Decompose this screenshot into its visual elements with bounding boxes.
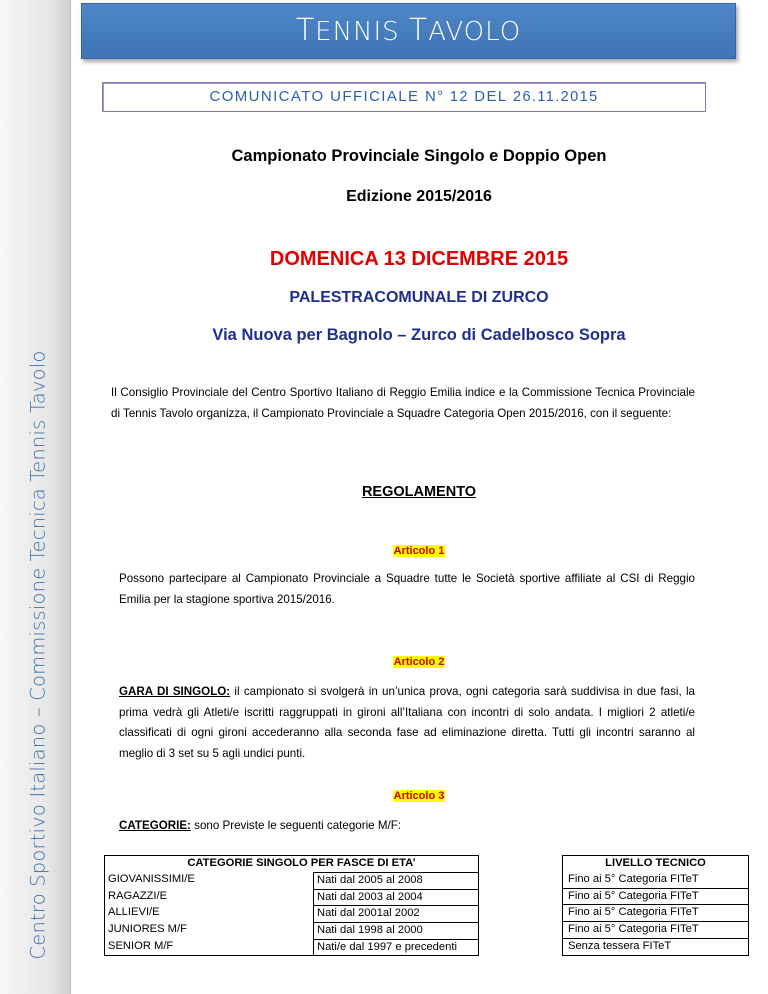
category-cell: ALLIEVI/E (108, 906, 160, 919)
birth-cell: Nati dal 2005 al 2008 (313, 872, 478, 889)
article-1-text: Possono partecipare al Campionato Provinciale a Squadre tutte le Società sportive affiliate al CSI di Reggio Emilia per la stagione sportiva 2015/2016. (119, 572, 695, 606)
categories-table (104, 855, 479, 956)
article-2-label-text: Articolo 2 (393, 656, 445, 668)
table-row (105, 889, 478, 906)
categories-table-header: CATEGORIE SINGOLO PER FASCE DI ETA’ (187, 857, 416, 869)
article-2-lead: GARA DI SINGOLO: (119, 685, 231, 698)
sidebar-text: Centro Sportivo Italiano – Commissione Tecnica Tennis Tavolo (26, 350, 50, 960)
article-2-text (119, 682, 695, 764)
address: Via Nuova per Bagnolo – Zurco di Cadelbosco Sopra (212, 326, 626, 344)
comunicato-c2: U (330, 88, 343, 105)
banner-cap-2: T (408, 13, 429, 48)
edition: Edizione 2015/2016 (346, 188, 492, 205)
category-cell: SENIOR M/F (108, 939, 174, 952)
birth-cell: Nati dal 2003 al 2004 (313, 889, 478, 906)
table-row (105, 905, 478, 922)
article-2-label (70, 656, 768, 668)
article-3-text (119, 816, 695, 837)
level-cell: Fino ai 5° Categoria FITeT (563, 888, 748, 905)
comunicato-box (102, 82, 706, 112)
banner-rest-2: AVOLO (428, 17, 522, 47)
level-cell: Fino ai 5° Categoria FITeT (568, 872, 699, 885)
comunicato-number: ° 12 (437, 89, 475, 105)
birth-cell: Nati dal 1998 al 2000 (313, 922, 478, 939)
comunicato-c1: C (209, 88, 222, 105)
sidebar (0, 0, 71, 994)
championship-title: Campionato Provinciale Singolo e Doppio Open (231, 147, 607, 165)
banner-cap-1: T (295, 13, 316, 48)
table-row (105, 922, 478, 939)
category-cell: JUNIORES M/F (108, 923, 187, 936)
venue: PALESTRACOMUNALE DI ZURCO (289, 289, 549, 306)
level-cell: Senza tessera FITeT (563, 938, 748, 955)
article-1-label-text: Articolo 1 (393, 545, 445, 557)
level-table-header: LIVELLO TECNICO (605, 857, 706, 869)
birth-cell: Nati dal 2001al 2002 (313, 905, 478, 922)
comunicato-del: DEL (474, 88, 508, 105)
category-cell: GIOVANISSIMI/E (108, 872, 195, 885)
comunicato-r1: OMUNICATO (221, 88, 331, 105)
level-table (562, 855, 749, 956)
birth-cell: Nati/e dal 1997 e precedenti (313, 939, 478, 956)
category-cell: RAGAZZI/E (108, 889, 168, 902)
article-3-lead: CATEGORIE: (119, 819, 191, 832)
article-3-label (70, 790, 768, 802)
level-cell: Fino ai 5° Categoria FITeT (563, 921, 748, 938)
regolamento-heading: REGOLAMENTO (361, 484, 477, 500)
table-row (105, 872, 478, 889)
banner-rest-1: ENNIS (315, 17, 409, 47)
table-row (105, 939, 478, 956)
title-banner (81, 3, 736, 59)
article-1-label (70, 545, 768, 557)
article-2-body: il campionato si svolgerà in un’unica prova, ogni categoria sarà suddivisa in due fasi, la prima vedrà gli Atleti/e iscritti raggruppati in gironi all’Italiana con incontri di solo andata. I migliori 2 atleti/e classificati di ogni gironi accederanno alla seconda fase ad eliminazione diretta. Tutti gli incontri saranno al meglio di 3 set su 5 agli undici punti. (119, 685, 695, 760)
article-3-body: sono Previste le seguenti categorie M/F: (190, 819, 402, 832)
comunicato-r2: FFICIALE N (342, 88, 438, 105)
intro-paragraph: Il Consiglio Provinciale del Centro Sportivo Italiano di Reggio Emilia indice e la Commissione Tecnica Provinciale di Tennis Tavolo organizza, il Campionato Provinciale a Squadre Categoria Open 2015/2016, con il seguente: (111, 386, 695, 420)
article-3-label-text: Articolo 3 (393, 790, 445, 802)
level-cell: Fino ai 5° Categoria FITeT (563, 904, 748, 921)
event-date: DOMENICA 13 DICEMBRE 2015 (269, 248, 569, 270)
comunicato-date: 26.11.2015 (507, 89, 599, 105)
